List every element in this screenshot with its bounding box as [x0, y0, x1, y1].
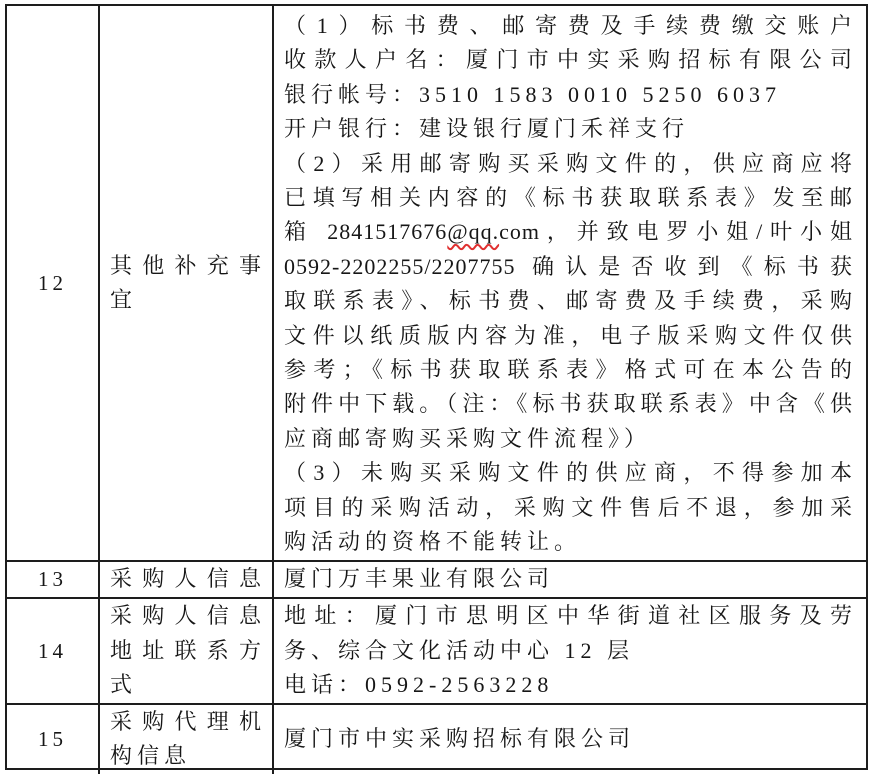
row-12-content-part1	[284, 9, 853, 215]
text-line: 采购人信息	[110, 603, 262, 629]
row-14-label-cell	[100, 599, 274, 703]
text-line: 附件中下载。（注：《标书获取联系表》中含《供	[284, 391, 853, 417]
row-15-content-text	[284, 722, 853, 756]
table-row-14	[7, 597, 866, 703]
row-number: 13	[38, 567, 67, 591]
email-line-prefix: 箱 2841517676	[284, 219, 448, 245]
text-line: 采购代理机	[110, 709, 262, 734]
row-12-content-cell	[274, 6, 866, 560]
row-number: 12	[38, 270, 67, 295]
row-14-label-text	[110, 599, 262, 702]
row-14-number-cell	[7, 599, 100, 703]
row-number: 15	[38, 726, 67, 751]
text-line: 应商邮寄购买采购文件流程》）	[284, 425, 652, 451]
text-line: 项目的采购活动，采购文件售后不退，参加采	[284, 494, 853, 520]
row-12-label-text	[110, 249, 262, 318]
row-12-label-cell	[100, 6, 274, 560]
text-line: 式	[110, 672, 138, 698]
row-14-content-text	[284, 599, 853, 702]
text-line: 电话：0592-2563228	[284, 672, 554, 698]
row-13-content-text	[284, 562, 853, 596]
email-line-suffix: com，并致电罗小姐/叶小姐	[499, 219, 853, 245]
procurement-info-table	[5, 4, 868, 770]
text-line: 厦门万丰果业有限公司	[284, 566, 555, 592]
text-line: 收款人户名：厦门市中实采购招标有限公司	[284, 47, 853, 73]
row-15-number-cell	[7, 705, 100, 774]
text-line: 构信息	[110, 743, 192, 769]
text-line: 厦门市中实采购招标有限公司	[284, 726, 636, 752]
row-12-content-part2	[284, 250, 853, 560]
row-number: 14	[38, 638, 67, 663]
row-15-content-cell	[274, 705, 866, 774]
text-line: 银行帐号：3510 1583 0010 5250 6037	[284, 81, 782, 107]
row-12-email-line	[284, 215, 853, 249]
text-line: （3）未购买采购文件的供应商，不得参加本	[284, 460, 853, 486]
row-13-label-cell	[100, 562, 274, 597]
text-line: 其他补充事	[110, 252, 262, 278]
text-line: 取联系表》、标书费、邮寄费及手续费，采购	[284, 288, 853, 314]
text-line: 地址：厦门市思明区中华街道社区服务及劳	[284, 603, 853, 629]
table-row-13	[7, 560, 866, 597]
text-line: 购活动的资格不能转让。	[284, 529, 582, 555]
row-15-label-cell	[100, 705, 274, 774]
table-row-12	[7, 6, 866, 560]
text-line: 文件以纸质版内容为准，电子版采购文件仅供	[284, 322, 853, 348]
row-13-number-cell	[7, 562, 100, 597]
text-line: 地址联系方	[110, 637, 262, 663]
text-line: 开户银行：建设银行厦门禾祥支行	[284, 116, 690, 142]
row-15-label-text	[110, 705, 262, 774]
text-line: 务、综合文化活动中心 12 层	[284, 637, 635, 663]
row-14-content-cell	[274, 599, 866, 703]
text-line: 0592-2202255/2207755 确认是否收到《标书获	[284, 253, 853, 279]
text-line: 宜	[110, 287, 138, 312]
row-13-label-text	[110, 562, 262, 596]
row-13-content-cell	[274, 562, 866, 597]
row-12-number-cell	[7, 6, 100, 560]
text-line: 已填写相关内容的《标书获取联系表》发至邮	[284, 185, 853, 211]
text-line: （2）采用邮寄购买采购文件的，供应商应将	[284, 150, 853, 176]
text-line: 参考；《标书获取联系表》格式可在本公告的	[284, 357, 853, 383]
text-line: 采购人信息	[110, 566, 262, 592]
text-line: （1）标书费、邮寄费及手续费缴交账户	[284, 13, 853, 38]
table-row-15	[7, 703, 866, 774]
spellcheck-wavy-underline: @qq.	[447, 219, 500, 245]
